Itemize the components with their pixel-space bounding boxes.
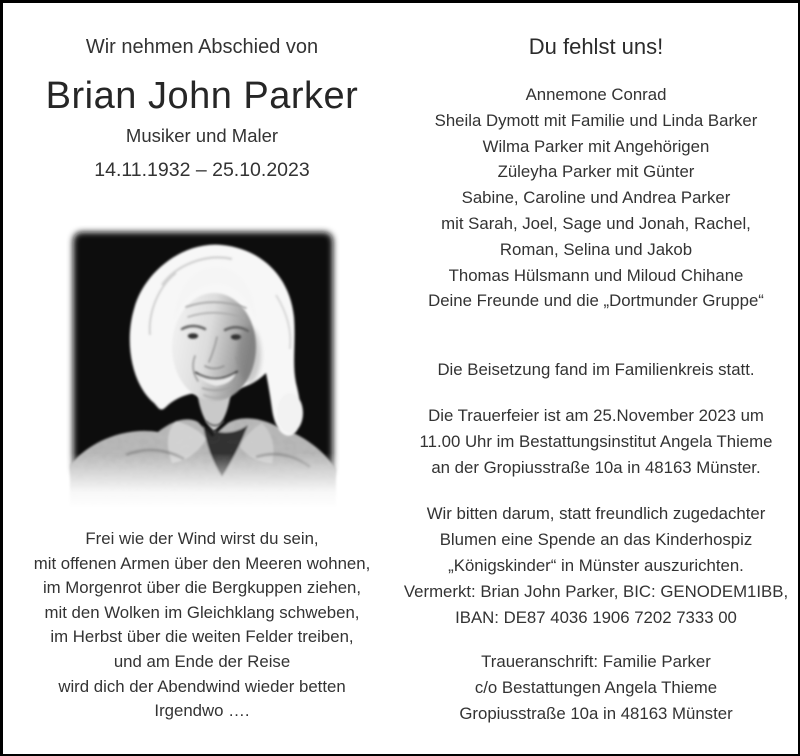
poem-line: Frei wie der Wind wirst du sein,: [85, 529, 319, 548]
farewell-intro: Wir nehmen Abschied von: [85, 36, 319, 58]
mourner-line: mit Sarah, Joel, Sage und Jonah, Rachel,: [441, 213, 751, 233]
mourner-line: Sabine, Caroline und Andrea Parker: [461, 188, 731, 208]
poem-line: und am Ende der Reise: [113, 651, 291, 671]
address-line: c/o Bestattungen Angela Thieme: [474, 678, 718, 698]
address-line: Gropiusstraße 10a in 48163 Münster: [459, 703, 733, 723]
donation-line: Blumen eine Spende an das Kinderhospiz: [439, 530, 753, 550]
donation-line: Vermerkt: Brian John Parker, BIC: GENODEM1IBB,: [403, 581, 789, 601]
poem-line: Irgendwo ….: [154, 701, 250, 721]
burial-note: Die Beisetzung fand im Familienkreis statt.: [437, 360, 755, 380]
poem-line: mit den Wolken im Gleichklang schweben,: [44, 602, 360, 622]
mourning-address: [401, 649, 791, 726]
mourner-line: Deine Freunde und die „Dortmunder Gruppe“: [428, 291, 764, 311]
deceased-name: Brian John Parker: [45, 75, 359, 117]
mourner-line: Züleyha Parker mit Günter: [497, 162, 695, 182]
mourner-line: Roman, Selina und Jakob: [499, 239, 693, 259]
memorial-poem: [3, 527, 401, 724]
left-column: [3, 3, 401, 182]
service-line: an der Gropiusstraße 10a in 48163 Münster.: [431, 457, 761, 477]
mourner-line: Sheila Dymott mit Familie und Linda Barker: [434, 110, 758, 130]
mourner-line: Thomas Hülsmann und Miloud Chihane: [448, 265, 744, 285]
missing-you-header: Du fehlst uns!: [528, 34, 664, 59]
mourner-line: Wilma Parker mit Angehörigen: [482, 136, 710, 156]
poem-line: im Morgenrot über die Bergkuppen ziehen,: [42, 578, 362, 598]
service-line: 11.00 Uhr im Bestattungsinstitut Angela Thieme: [419, 431, 773, 451]
donation-line: IBAN: DE87 4036 1906 7202 7333 00: [455, 607, 737, 627]
life-dates: 14.11.1932 – 25.10.2023: [94, 159, 310, 181]
donation-line: Wir bitten darum, statt freundlich zugedachter: [426, 504, 766, 524]
right-column: [401, 3, 791, 727]
portrait-photo: [66, 225, 340, 509]
service-details: [401, 403, 791, 480]
deceased-profession: Musiker und Maler: [125, 125, 279, 146]
donation-line: „Königskinder“ in Münster auszurichten.: [448, 555, 744, 575]
address-line: Traueranschrift: Familie Parker: [481, 652, 711, 672]
poem-line: mit offenen Armen über den Meeren wohnen,: [33, 553, 371, 573]
poem-line: im Herbst über die weiten Felder treiben,: [50, 627, 354, 647]
mourner-line: Annemone Conrad: [525, 85, 667, 104]
poem-line: wird dich der Abendwind wieder betten: [58, 676, 346, 696]
mourners-list: [401, 82, 791, 314]
service-line: Die Trauerfeier ist am 25.November 2023 um: [428, 405, 764, 425]
donation-request: [401, 501, 791, 630]
